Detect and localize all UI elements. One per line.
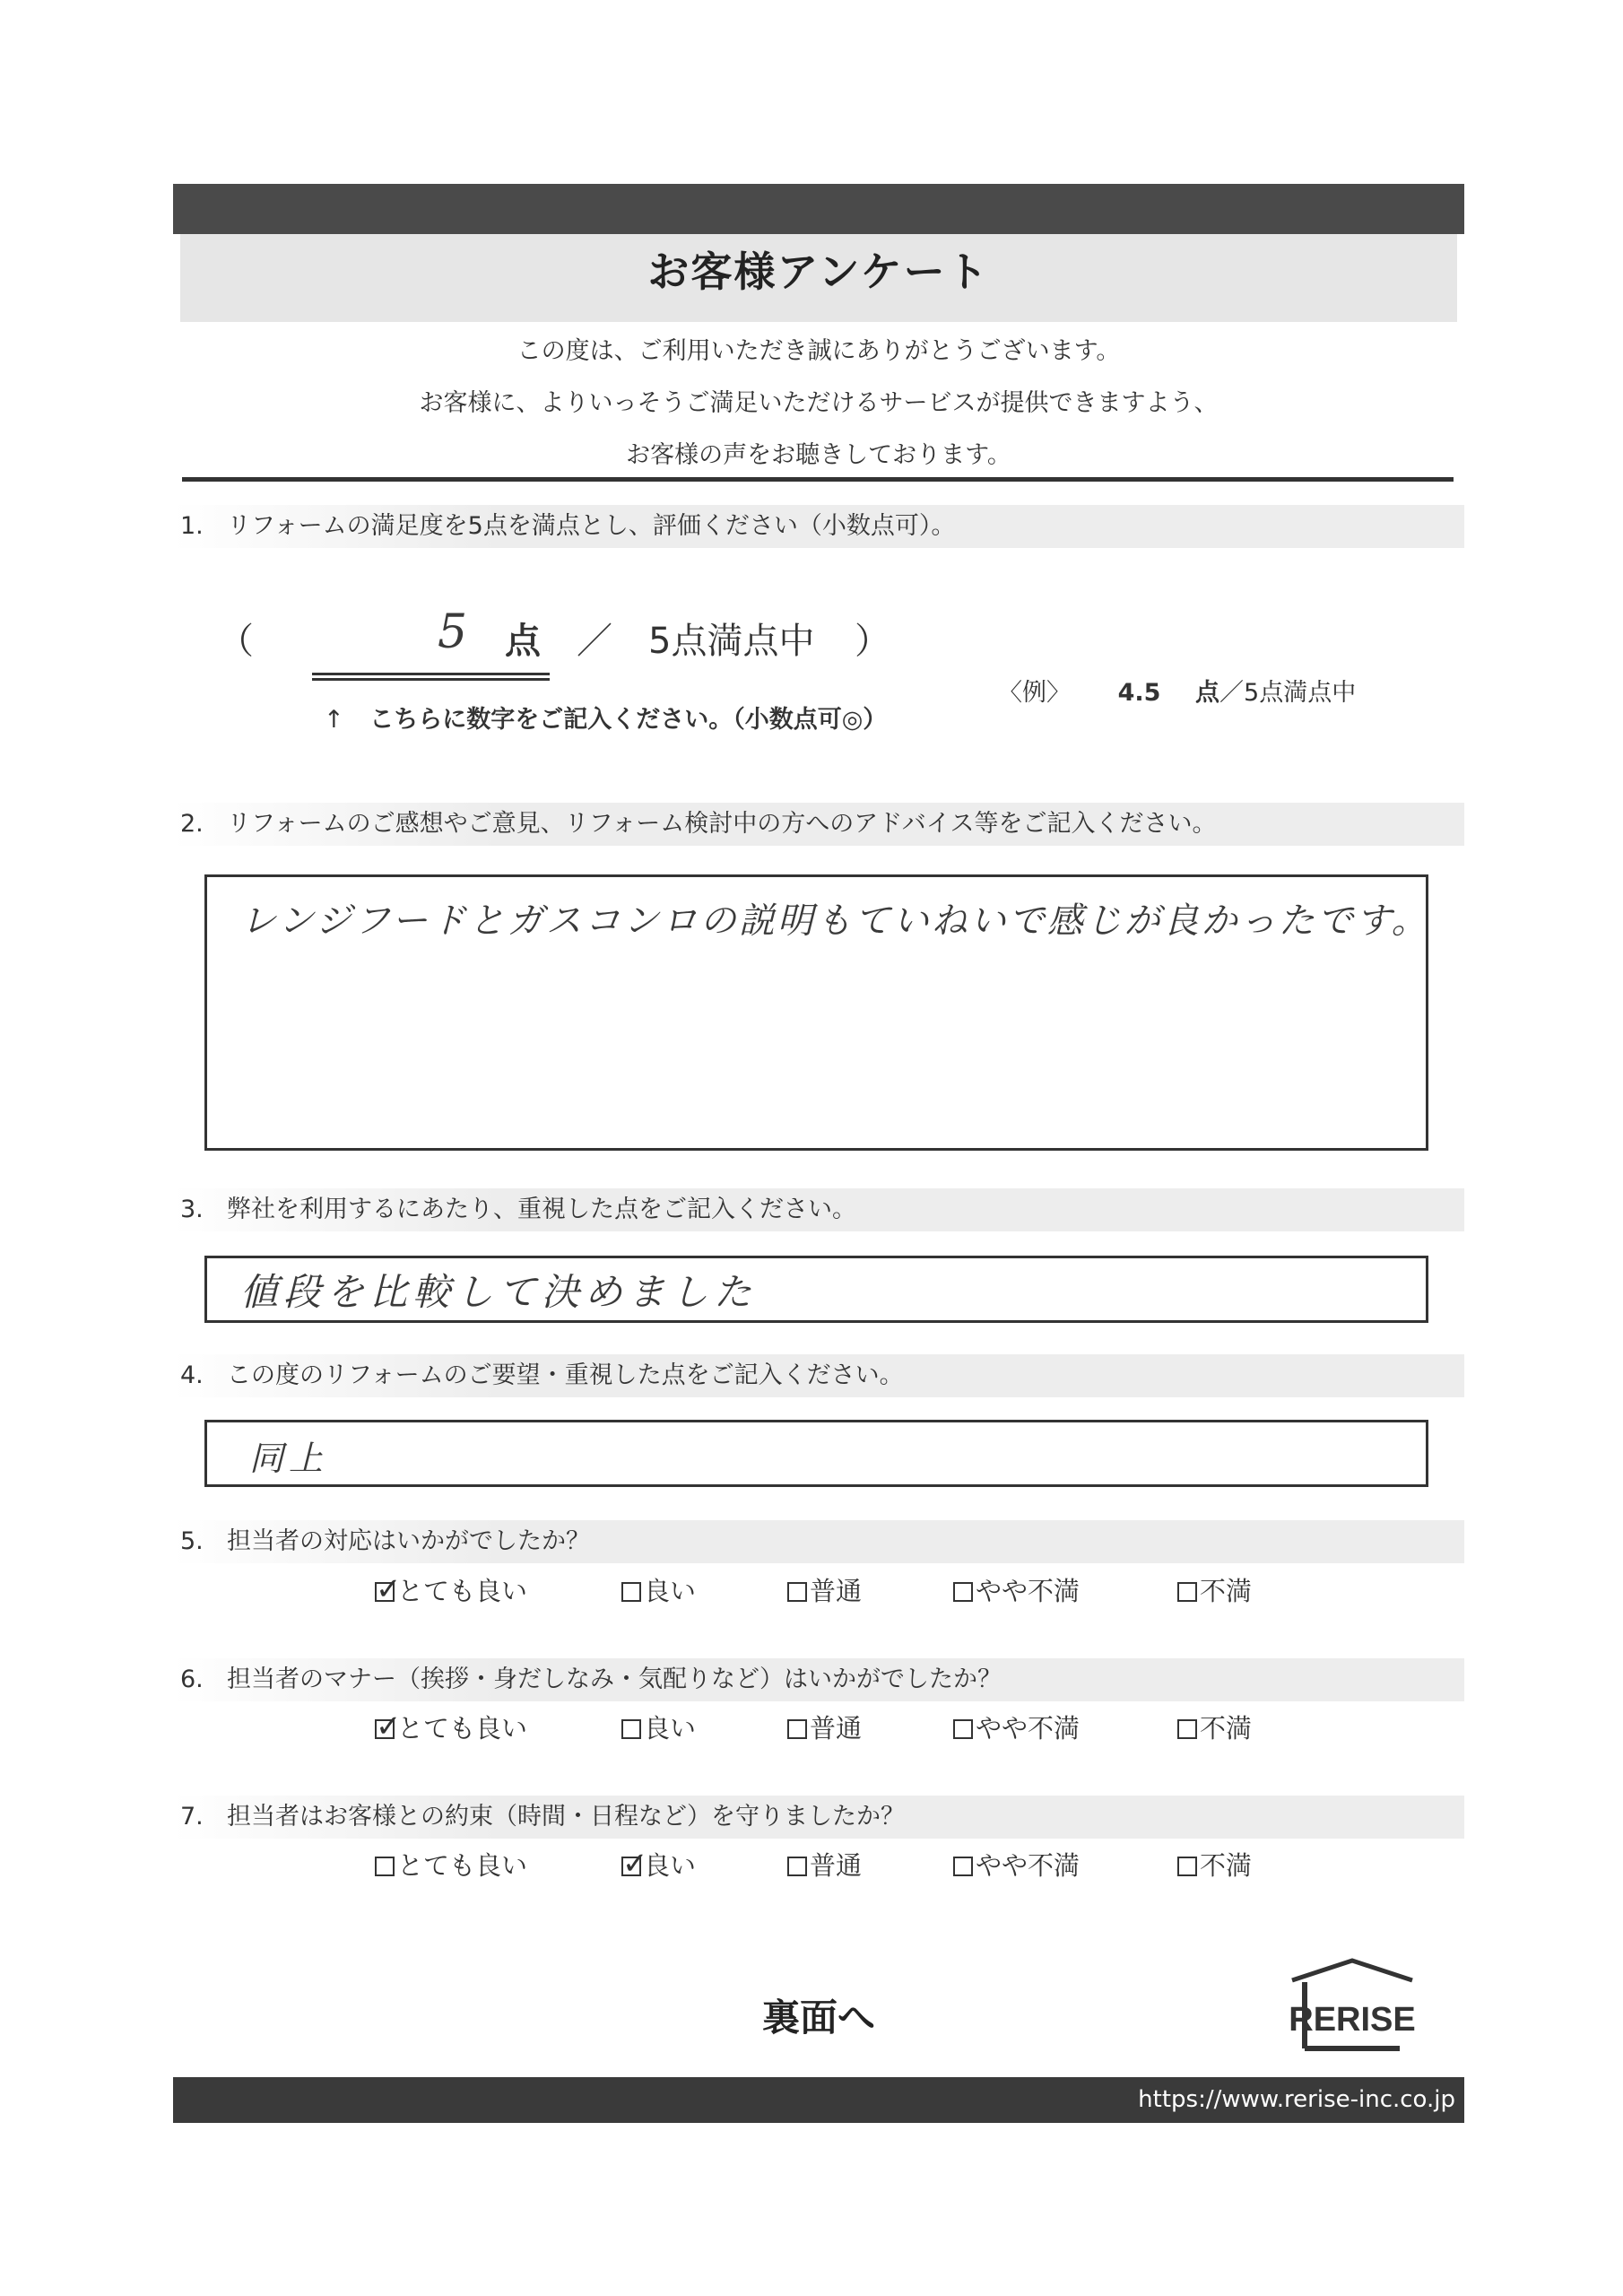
answer-4: 同上 [249,1439,329,1478]
intro-text [173,326,1464,482]
example-unit: 点 [1195,679,1220,707]
option-label: 不満 [1200,1850,1253,1881]
question-text: 担当者の対応はいかがでしたか？ [227,1527,590,1555]
option-4[interactable] [1177,1571,1252,1608]
answer-3: 値段を比較して決めました [240,1270,758,1314]
hint [324,700,887,735]
option-label: 良い [644,1713,697,1744]
top-bar [173,184,1464,234]
intro-line-2: お客様に、よりいっそうご満足いただけるサービスが提供できますよう、 [419,389,1219,417]
checkbox[interactable] [621,1719,641,1739]
option-0[interactable] [375,1571,527,1608]
score-value[interactable]: 5 [438,605,468,659]
answer-box-4[interactable] [204,1420,1428,1487]
option-3[interactable] [953,1571,1080,1608]
options-q5 [173,1571,1464,1611]
next-page-label: 裏面へ [761,1996,875,2039]
hint-arrow: ↑ [324,706,344,734]
checkbox[interactable] [1177,1719,1197,1739]
question-number: 5. [180,1527,204,1555]
survey-sheet [173,184,1464,2123]
option-1[interactable] [621,1709,696,1745]
question-6 [180,1658,1454,1701]
logo-text: RERISE [1289,2001,1416,2039]
header-divider [182,477,1454,482]
question-text: 弊社を利用するにあたり、重視した点をご記入ください。 [227,1196,856,1223]
option-label: 良い [644,1576,697,1606]
option-label: 良い [644,1850,697,1881]
question-number: 1. [180,512,204,540]
option-3[interactable] [953,1709,1080,1745]
score-slash: ／ [577,621,612,662]
option-0[interactable] [375,1846,527,1883]
intro-line-1: この度は、ご利用いただき誠にありがとうございます。 [516,337,1121,365]
option-3[interactable] [953,1846,1080,1883]
option-2[interactable] [787,1709,862,1745]
example [998,673,1356,708]
checkbox[interactable] [953,1857,973,1876]
checkbox[interactable] [953,1582,973,1602]
option-label: とても良い [397,1850,528,1881]
example-score: 4.5 [1117,679,1161,707]
checked-checkbox[interactable] [375,1719,395,1739]
option-2[interactable] [787,1571,862,1608]
question-number: 3. [180,1196,204,1223]
checkbox[interactable] [375,1857,395,1876]
question-text: 担当者はお客様との約束（時間・日程など）を守りましたか？ [227,1803,905,1831]
question-5 [180,1520,1454,1563]
option-4[interactable] [1177,1709,1252,1745]
option-label: やや不満 [976,1850,1081,1881]
option-label: 不満 [1200,1576,1253,1606]
question-number: 7. [180,1803,204,1831]
checkbox[interactable] [621,1582,641,1602]
example-label: 〈例〉 [998,679,1071,707]
option-1[interactable] [621,1571,696,1608]
page-title: お客様アンケート [647,248,990,296]
rerise-logo [1285,1955,1419,2054]
score-underline [312,673,550,681]
question-text: 担当者のマナー（挨拶・身だしなみ・気配りなど）はいかがでしたか？ [227,1665,1002,1693]
checked-checkbox[interactable] [375,1582,395,1602]
intro-line-3: お客様の声をお聴きしております。 [626,441,1011,469]
question-text: リフォームの満足度を5点を満点とし、評価ください（小数点可）。 [227,512,956,540]
score-scale: 5点満点中 [648,621,815,662]
option-4[interactable] [1177,1846,1252,1883]
option-label: とても良い [397,1713,528,1744]
option-0[interactable] [375,1709,527,1745]
score-unit: 点 [505,621,541,662]
option-label: 普通 [810,1850,863,1881]
question-number: 2. [180,810,204,838]
option-label: 不満 [1200,1713,1253,1744]
house-icon [1285,1955,1419,2054]
checkbox[interactable] [1177,1582,1197,1602]
option-label: やや不満 [976,1713,1081,1744]
question-text: リフォームのご感想やご意見、リフォーム検討中の方へのアドバイス等をご記入ください。 [227,810,1217,838]
options-q6 [173,1709,1464,1748]
question-number: 4. [180,1361,204,1389]
question-text: この度のリフォームのご要望・重視した点をご記入ください。 [227,1361,904,1389]
option-label: 普通 [810,1576,863,1606]
checkbox[interactable] [1177,1857,1197,1876]
question-3 [180,1188,1454,1231]
option-label: やや不満 [976,1576,1081,1606]
hint-text: こちらに数字をご記入ください。（小数点可◎） [369,706,888,734]
question-7 [180,1796,1454,1839]
close-paren: ） [855,621,890,662]
option-1[interactable] [621,1846,696,1883]
open-paren: （ [218,621,254,662]
checkbox[interactable] [787,1857,807,1876]
footer-url[interactable]: https://www.rerise-inc.co.jp [1138,2079,1455,2120]
answer-2: レンジフードとガスコンロの説明もていねいで感じが良かったです。 [240,900,1430,942]
option-label: とても良い [397,1576,528,1606]
checkbox[interactable] [787,1719,807,1739]
question-1 [180,505,1454,548]
question-number: 6. [180,1665,204,1693]
checkbox[interactable] [953,1719,973,1739]
question-2 [180,803,1454,846]
checked-checkbox[interactable] [621,1857,641,1876]
option-2[interactable] [787,1846,862,1883]
options-q7 [173,1846,1464,1885]
option-label: 普通 [810,1713,863,1744]
question-4 [180,1354,1454,1397]
example-scale: ／5点満点中 [1219,679,1357,707]
checkbox[interactable] [787,1582,807,1602]
